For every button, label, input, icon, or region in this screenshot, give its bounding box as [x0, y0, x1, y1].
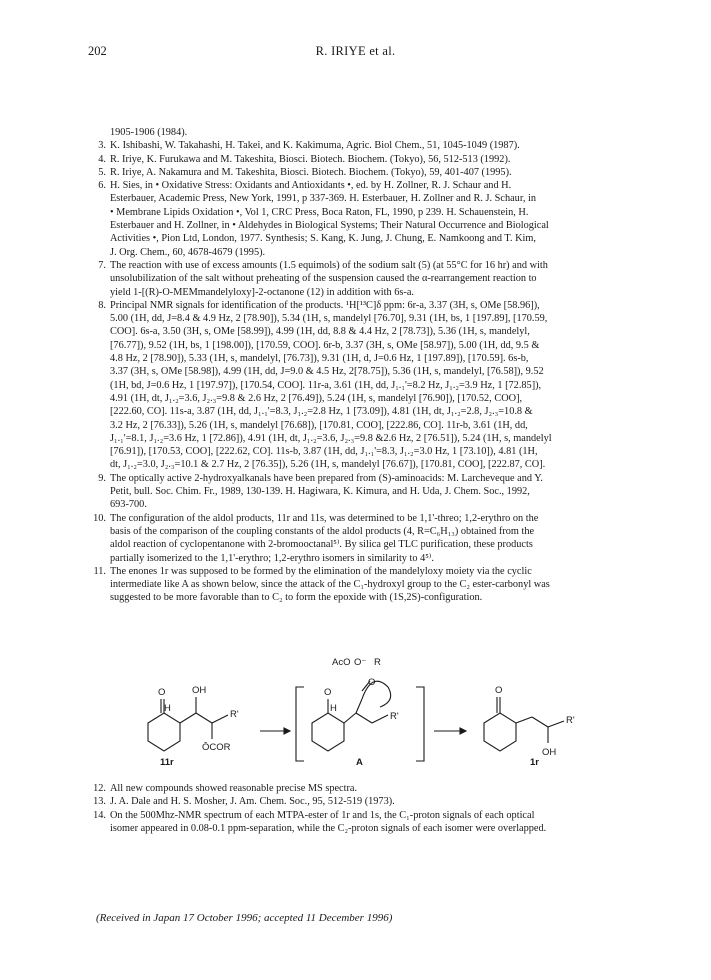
- reference-item: [93, 512, 652, 565]
- reference-item: [96, 259, 652, 299]
- atom-label: R': [566, 715, 575, 726]
- reference-number: 4.: [98, 153, 106, 165]
- reference-number: 5.: [98, 166, 106, 178]
- reference-text: K. Ishibashi, W. Takahashi, H. Takei, and K. Kakimuma, Agric. Biol Chem., 51, 1045-1049 (1987).: [110, 140, 520, 152]
- atom-label: O: [495, 685, 503, 696]
- reference-text: The reaction with use of excess amounts (1.5 equimols) of the sodium salt (5) (at 55°C for 16 hr) and with unsolubilization of the salt without preheating of the suspension caused the α-rearrangement reaction to yield 1-[(R)-O-MEMmandelyloxy]-2-octanone (12) in addition with 6s-a.: [110, 259, 548, 298]
- reference-item: [93, 565, 652, 605]
- atom-label: ŌCOR: [202, 742, 231, 753]
- reference-number: 6.: [98, 180, 106, 192]
- reference-item: [96, 299, 652, 472]
- reference-text: The optically active 2-hydroxyalkanals have been prepared from (S)-aminoacids: M. Larcheveque and Y. Petit, bull. Soc. Chim. Fr., 1989, 130-139. H. Hagiwara, K. Kimura, and H. Uda, J. Chem. Soc., 1992, 693-700.: [110, 472, 543, 511]
- reaction-scheme: [100, 651, 620, 768]
- atom-label: O: [158, 687, 166, 698]
- reference-text: The configuration of the aldol products, 11r and 11s, was determined to be 1,1'-threo; 1,2-erythro on the basis of the comparison of the coupling constants of the aldol products (4, R=C₆H₁₃) obtained from the aldol reaction of cyclopentanone with 2-bromooctanal⁵⁾. By silica gel TLC purification, these products partially isomerized to the 1,1'-erythro; 1,2-erythro isomers in similarity to 4⁵⁾.: [110, 512, 539, 564]
- reference-number: 14.: [93, 809, 106, 821]
- atom-label: R': [390, 711, 399, 722]
- reference-text: On the 500Mhz-NMR spectrum of each MTPA-ester of 1r and 1s, the C₁-proton signals of each optical isomer appeared in 0.08-0.1 ppm-separation, while the C₂-proton signals of each isomer were overlapped.: [110, 809, 547, 834]
- structure-1r: [484, 697, 564, 751]
- reference-text: All new compounds showed reasonable precise MS spectra.: [110, 783, 358, 794]
- compound-label-1r: 1r: [530, 757, 539, 768]
- reference-number: 11.: [93, 565, 106, 577]
- reference-number: 7.: [98, 259, 106, 271]
- atom-label: O⁻: [354, 657, 367, 668]
- reference-text: R. Iriye, K. Furukawa and M. Takeshita, Biosci. Biotech. Biochem. (Tokyo), 56, 512-513 (1992).: [110, 153, 511, 165]
- reference-number: 3.: [98, 140, 106, 152]
- atom-label: R: [374, 657, 381, 668]
- received-dates: (Received in Japan 17 October 1996; accepted 11 December 1996): [96, 912, 393, 924]
- reference-item: [96, 153, 652, 166]
- atom-label: OH: [542, 747, 557, 758]
- reference-number: 10.: [93, 512, 106, 524]
- reference-number: 13.: [93, 796, 106, 808]
- atom-label: H: [164, 703, 171, 714]
- reference-number: 12.: [93, 783, 106, 794]
- atom-label: R': [230, 709, 239, 720]
- atom-label: AcO: [332, 657, 351, 668]
- atom-label: OH: [192, 685, 207, 696]
- atom-label: H: [330, 703, 337, 714]
- reference-item: [96, 126, 652, 139]
- reference-item: [93, 782, 652, 795]
- atom-label: O: [324, 687, 332, 698]
- reference-text: 1905-1906 (1984).: [110, 127, 188, 138]
- reference-item: [93, 795, 652, 808]
- reference-text: The enones 1r was supposed to be formed by the elimination of the mandelyloxy moiety via the cyclic intermediate like A as shown below, since the attack of the C₁-hydroxyl group to the C₂ ester-carbonyl was suggested to be more favorable than to C₂ to form the epoxide with (1S,2S)-configuration.: [110, 565, 550, 604]
- reference-item: [96, 472, 652, 512]
- reference-item: [96, 139, 652, 152]
- atom-label: O: [368, 677, 376, 688]
- reference-item: [93, 809, 652, 836]
- running-title: R. IRIYE et al.: [315, 44, 396, 58]
- reference-text: R. Iriye, A. Nakamura and M. Takeshita, Biosci. Biotech. Biochem. (Tokyo), 59, 401-407 (1995).: [110, 166, 512, 178]
- reference-text: Principal NMR signals for identification of the products. ¹H[¹³C]δ ppm: 6r-a, 3.37 (3H, s, OMe [58.96]), 5.00 (1H, dd, J=8.4 & 4.9 Hz, 2 [78.90]), 5.34 (1H, s, mandelyl [76.70], 9.31 (1H, bs, 1 [197.89], [170.59, COO]. 6s-a, 3.50 (3H, s, OMe [58.99]), 4.99 (1H, dd, 8.8 & 4.4 Hz, 2 [78.73]), 5.36 (1H, s, mandelyl, [76.77]), 9.52 (1H, bs, 1 [198.00]), [170.59, COO]. 6r-b, 3.37 (3H, s, OMe [58.97]), 5.00 (1H, dd, 9.5 & 4.8 Hz, 2 [78.90]), 5.33 (1H, s, mandelyl, [76.73]), 9.31 (1H, d, J=0.6 Hz, 1 [197.89]), [170.59]. 6s-b, 3.37 (3H, s, OMe [58.98]), 4.99 (1H, dd, J=9.0 & 4.5 Hz, 2[78.75]), 5.36 (1H, s, mandelyl, [76.58]), 9.52 (1H, bd, J=0.6 Hz, 1 [197.97]), [170.54, COO]. 11r-a, 3.61 (1H, dd, J₁.₁'=8.2 Hz, J₁.₂=3.9 Hz, 1 [72.85]), 4.91 (1H, dt, J₁.₂=3.6, J₂.₃=9.8 & 2.6 Hz, 2 [76.49]), 5.24 (1H, s, mandelyl [76.90]), [170.52, COO], [222.60, CO]. 11s-a, 3.87 (1H, dd, J₁.₁'=8.3, J₁.₂=2.8 Hz, 1 [73.09]), 4.81 (1H, dt, J₁.₂=2.8, J₂.₃=10.8 & 3.2 Hz, 2 [76.33]), 5.26 (1H, s, mandelyl [76.68]), [170.81, COO], [222.86, CO]. 11r-b, 3.61 (1H, dd, J₁.₁'=8.1, J₁.₂=3.6 Hz, 1 [72.86]), 4.91 (1H, dt, J₁.₂=3.6, J₂.₃=9.8 &2.6 Hz, 2 [76.51]), 5.24 (1H, s, mandelyl [76.91]), [170.53, COO], [222.62, CO]. 11s-b, 3.87 (1H, dd, J₁.₁'=8.3, J₁.₂=3.0 Hz, 1 [73.10]), 4.81 (1H, dt, J₁.₂=3.0, J₂.₃=10.1 & 2.7 Hz, 2 [76.35]), 5.26 (1H, s, mandelyl [76.67]), [170.81, COO], [222.87, CO].: [110, 299, 552, 471]
- reference-item: [96, 179, 652, 259]
- reference-text: J. A. Dale and H. S. Mosher, J. Am. Chem. Soc., 95, 512-519 (1973).: [110, 796, 395, 808]
- reference-number: 9.: [98, 472, 106, 484]
- reference-text: H. Sies, in • Oxidative Stress: Oxidants and Antioxidants •, ed. by H. Zollner, R. J. Schaur and H. Esterbauer, Academic Press, New York, 1991, p 337-369. H. Esterbauer, H. Zollner and R. J. Schaur, in • Membrane Lipids Oxidation •, Vol 1, CRC Press, Boca Raton, FL, 1990, p 239. H. Schauenstein, H. Esterbauer and H. Zollner, in • Aldehydes in Biological Systems; Their Natural Occurrence and Biological Activities •, Pion Ltd, London, 1977. Synthesis; S. Kang, K. Jung, J. Chung, E. Namkoong and T. Kim, J. Org. Chem., 60, 4678-4679 (1995).: [110, 180, 549, 258]
- references-list-continued: [93, 782, 652, 835]
- reference-number: 8.: [98, 299, 106, 311]
- reference-item: [96, 166, 652, 179]
- compound-label-11r: 11r: [160, 757, 174, 768]
- compound-label-a: A: [356, 757, 363, 768]
- references-list: [93, 126, 652, 605]
- page-number: 202: [88, 44, 107, 58]
